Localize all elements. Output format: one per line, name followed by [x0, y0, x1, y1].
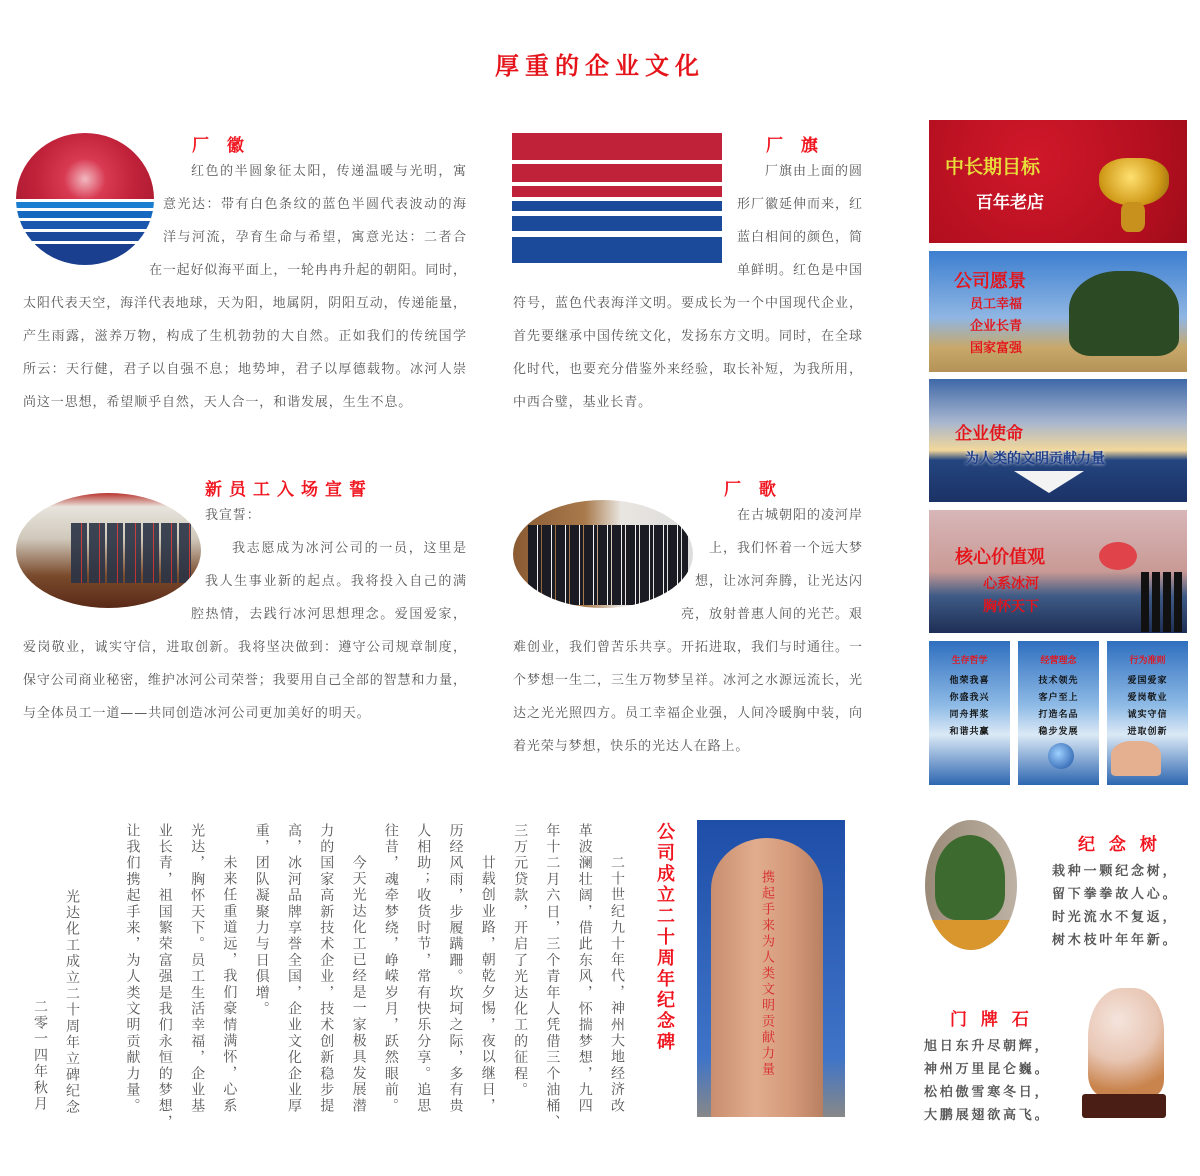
banner-subtitle: 为人类的文明贡献力量	[965, 451, 1105, 467]
monument-text-column: 光达，胸怀天下。员工生活幸福，企业基	[189, 823, 206, 1115]
banner-line: 心系冰河	[983, 576, 1039, 592]
oath-text-line: 我人生事业新的起点。我将投入自己的满	[205, 574, 466, 589]
poster-line: 诚实守信	[1127, 710, 1168, 720]
choir-photo	[513, 500, 693, 608]
banner-core-values	[929, 510, 1187, 633]
song-text-line: 难创业，我们曾苦乐共享。开拓进取，我们与时通往。一	[513, 640, 862, 655]
poster-line: 稳步发展	[1038, 727, 1079, 737]
song-text-line: 达之光光照四方。员工幸福企业强，人间冷暖胸中装，向	[513, 706, 862, 721]
oath-text-line: 与全体员工一道——共同创造冰河公司更加美好的明天。	[23, 706, 371, 721]
hands-icon	[1111, 741, 1161, 776]
memorial-tree-photo	[925, 820, 1017, 950]
emblem-title: 厂 徽	[192, 136, 250, 156]
poster-line: 同舟挥浆	[949, 710, 990, 720]
company-flag	[512, 133, 722, 263]
flag-title: 厂 旗	[766, 136, 824, 156]
monument-text-column: 往昔，魂牵梦绕，峥嵘岁月，跃然眼前。	[382, 823, 399, 1115]
emblem-text-line: 意光达：带有白色条纹的蓝色半圆代表波动的海	[163, 197, 466, 212]
poster-line: 客户至上	[1038, 693, 1079, 703]
emblem-text-line: 尚这一思想，希望顺乎自然，天人合一，和谐发展，生生不息。	[23, 395, 413, 410]
song-title: 厂 歌	[724, 480, 782, 500]
poster-line: 和谐共赢	[949, 727, 990, 737]
monument-text-column: 业长青，祖国繁荣富强是我们永恒的梦想，	[156, 823, 173, 1131]
poster-line: 技术领先	[1038, 676, 1079, 686]
flag-text-line: 化时代，也要充分借鉴外来经验，取长补短，为我所用，	[513, 362, 862, 377]
banner-subtitle: 百年老店	[976, 193, 1044, 213]
flag-text-line: 形厂徽延伸而来，红	[737, 197, 862, 212]
banner-line: 员工幸福	[970, 297, 1023, 312]
monument-text-column: 三万元贷款，开启了光达化工的征程。	[512, 823, 529, 1099]
poster-line: 爱国爱家	[1127, 676, 1168, 686]
banner-title: 核心价值观	[955, 547, 1045, 568]
poem-line: 松柏傲雪寒冬日，	[924, 1085, 1051, 1100]
banner-line: 企业长青	[970, 319, 1023, 334]
stone-inscription: 携起手来为人类文明贡献力量	[759, 870, 774, 1078]
poem-line: 大鹏展翅欲高飞。	[924, 1108, 1051, 1123]
monument-text-column: 力的国家高新技术企业，技术创新稳步提	[318, 823, 335, 1115]
gate-stone-base	[1082, 1094, 1166, 1118]
emblem-logo	[16, 133, 154, 265]
poster-line: 打造名品	[1038, 710, 1079, 720]
oath-title: 新员工入场宣誓	[205, 480, 373, 500]
monument-text-column: 二十世纪九十年代，神州大地经济改	[609, 855, 625, 1115]
emblem-text-line: 红色的半圆象征太阳，传递温暖与光明，寓	[191, 164, 466, 179]
poster-line: 你盛我兴	[949, 693, 990, 703]
poster-title: 经营理念	[1040, 656, 1077, 666]
poem-line: 神州万里昆仑巍。	[924, 1062, 1051, 1077]
monument-text-column: 让我们携起手来，为人类文明贡献力量。	[124, 823, 141, 1115]
monument-text-column: 人相助；收货时节，常有快乐分享。追思	[415, 823, 432, 1115]
emblem-text-line: 产生雨露，滋养万物，构成了生机勃勃的大自然。正如我们的传统国学	[23, 329, 466, 344]
oath-text-line: 我志愿成为冰河公司的一员，这里是	[232, 541, 466, 556]
poem-line: 树木枝叶年年新。	[1052, 933, 1179, 948]
poster-line: 他荣我喜	[949, 676, 990, 686]
monument-signature: 光达化工成立二十周年立碑纪念	[64, 889, 80, 1116]
banner-title: 公司愿景	[954, 271, 1026, 292]
page-title: 厚重的企业文化	[495, 51, 705, 80]
banner-line: 胸怀天下	[983, 599, 1039, 615]
globe-icon	[1048, 743, 1074, 769]
monument-text-column: 高，冰河品牌享誉全国，企业文化企业厚	[286, 823, 302, 1115]
banner-title: 中长期目标	[945, 156, 1041, 178]
emblem-text-line: 所云：天行健，君子以自强不息；地势坤，君子以厚德载物。冰河人崇	[23, 362, 466, 377]
poem-line: 旭日东升尽朝辉，	[924, 1039, 1051, 1054]
flag-text-line: 蓝白相间的颜色，简	[737, 230, 862, 245]
emblem-text-line: 在一起好似海平面上，一轮冉冉升起的朝阳。同时，	[149, 263, 466, 278]
song-text-line: 上，我们怀着一个远大梦	[709, 541, 862, 556]
poster-title: 生存哲学	[951, 656, 988, 666]
monument-text-column: 今天光达化工已经是一家极具发展潜	[350, 855, 367, 1115]
oath-text-line: 爱岗敬业，诚实守信，进取创新。我将坚决做到：遵守公司规章制度，	[23, 640, 466, 655]
flag-text-line: 厂旗由上面的圆	[765, 164, 862, 179]
gate-stone-photo	[1088, 988, 1164, 1096]
song-text-line: 着光荣与梦想，快乐的光达人在路上。	[513, 739, 750, 754]
poster-line: 进取创新	[1127, 727, 1168, 737]
monument-text-column: 年十二月六日，三个青年人凭借三个油桶、	[544, 823, 561, 1131]
banner-title: 企业使命	[955, 424, 1023, 444]
monument-text-column: 廿载创业路，朝乾夕惕，夜以继日，	[479, 855, 496, 1115]
banner-mission	[929, 379, 1187, 502]
poster-survival-philosophy	[929, 641, 1010, 785]
song-text-line: 在古城朝阳的凌河岸	[737, 508, 862, 523]
oath-photo	[16, 493, 201, 608]
monument-text-column: 未来任重道远，我们豪情满怀，心系	[221, 855, 238, 1115]
poster-title: 行为准则	[1129, 656, 1166, 666]
banner-line: 国家富强	[970, 341, 1023, 356]
banner-vision	[929, 251, 1187, 372]
poster-line: 爱岗敬业	[1127, 693, 1168, 703]
memorial-tree-title: 纪 念 树	[1078, 835, 1161, 855]
poster-business-philosophy	[1018, 641, 1099, 785]
flag-text-line: 单鲜明。红色是中国	[737, 263, 862, 278]
monument-text-column: 重，团队凝聚力与日俱增。	[253, 823, 270, 1018]
poem-line: 栽种一颗纪念树，	[1052, 864, 1179, 879]
flag-text-line: 首先要继承中国传统文化，发扬东方文明。同时，在全球	[513, 329, 862, 344]
bronze-cauldron-icon	[1099, 158, 1169, 206]
emblem-text-line: 太阳代表天空，海洋代表地球，天为阳，地属阴，阴阳互动，传递能量，	[23, 296, 466, 311]
monument-text-column: 革波澜壮阔，借此东风，怀揣梦想，九四	[576, 823, 593, 1115]
flag-text-line: 中西合璧，基业长青。	[513, 395, 653, 410]
poster-code-of-conduct	[1107, 641, 1188, 785]
gate-stone-title: 门 牌 石	[950, 1010, 1033, 1030]
flag-text-line: 符号，蓝色代表海洋文明。要成长为一个中国现代企业，	[513, 296, 862, 311]
song-text-line: 个梦想一生二，三生万物梦呈祥。冰河之水源远流长，光	[513, 673, 862, 688]
paper-boat-icon	[1014, 471, 1084, 493]
monument-date: 二零一四年秋月	[32, 999, 48, 1113]
monument-text-column: 历经风雨，步履蹒跚。坎坷之际，多有贵	[447, 823, 464, 1115]
monument-title: 公司成立二十周年纪念碑	[654, 822, 675, 1053]
song-text-line: 想，让冰河奔腾，让光达闪	[695, 574, 862, 589]
poem-line: 时光流水不复返，	[1052, 910, 1179, 925]
poem-line: 留下拳拳故人心。	[1052, 887, 1179, 902]
oath-text-line: 我宣誓：	[205, 508, 261, 523]
oath-text-line: 腔热情，去践行冰河思想理念。爱国爱家，	[191, 607, 466, 622]
song-text-line: 亮，放射普惠人间的光芒。艰	[681, 607, 862, 622]
monument-stone-photo	[697, 820, 845, 1117]
oath-text-line: 保守公司商业秘密，维护冰河公司荣誉；我要用自己全部的智慧和力量，	[23, 673, 466, 688]
emblem-text-line: 洋与河流，孕育生命与希望，寓意光达：二者合	[163, 230, 466, 245]
banner-long-term-goal	[929, 120, 1187, 243]
